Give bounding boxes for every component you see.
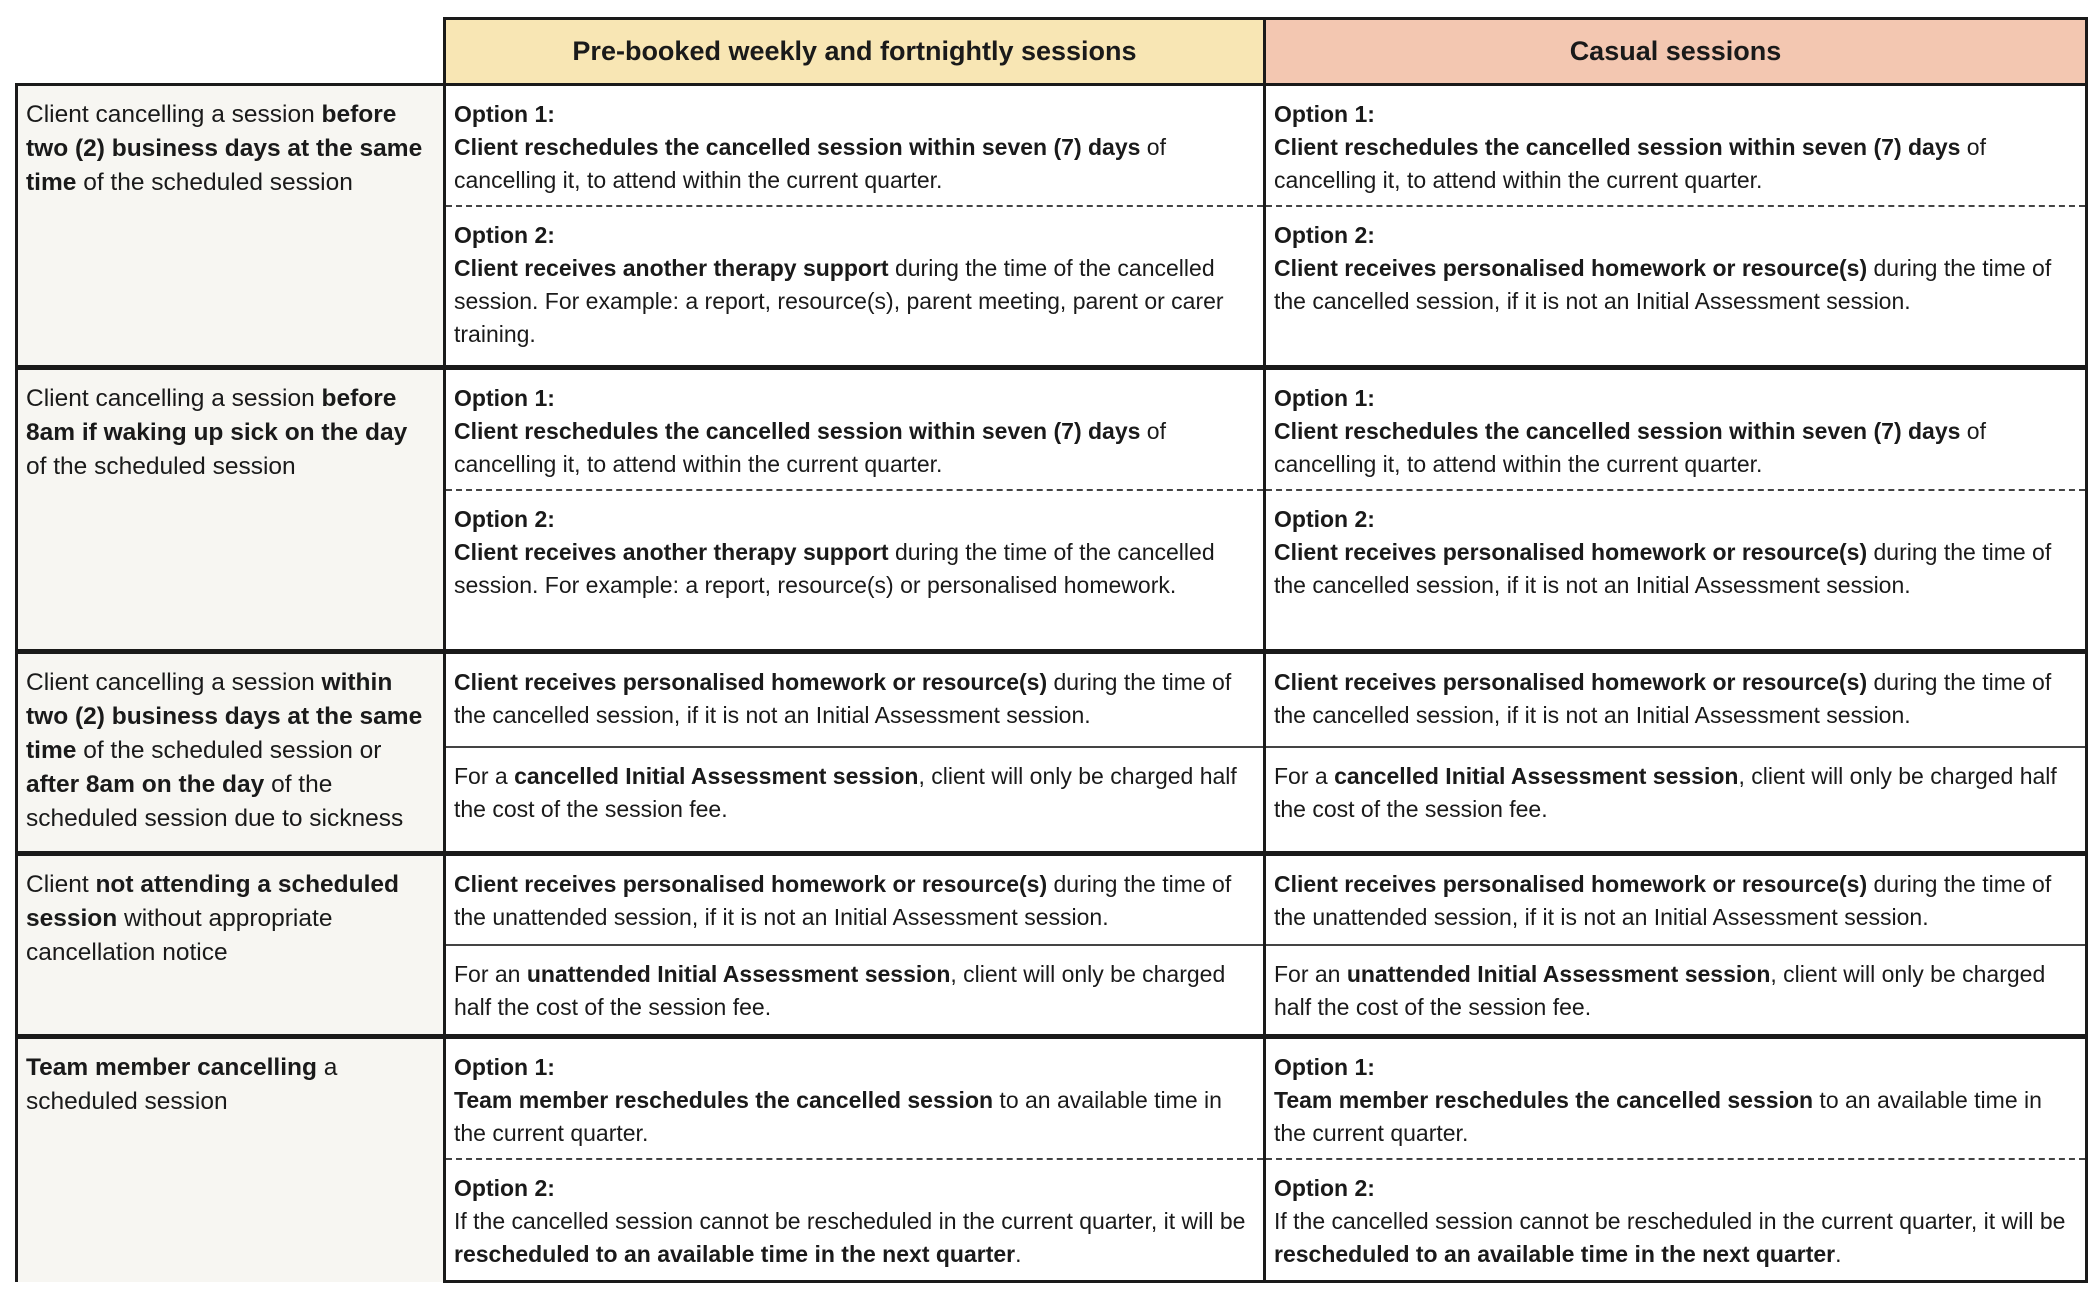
header-prebooked: Pre-booked weekly and fortnightly sessions (445, 19, 1265, 85)
scenario-cell: Client cancelling a session before two (2) business days at the same time of the scheduled session (17, 85, 445, 368)
prebooked-option-2: Option 2: Client receives another therapy support during the time of the cancelled session. For example: a report, resource(s) or personalised homework. (445, 490, 1265, 652)
policy-table-wrapper (15, 17, 2088, 1283)
table-row (17, 1037, 2087, 1160)
casual-outcome: Client receives personalised homework or resource(s) during the time of the unattended session, if it is not an Initial Assessment session. (1265, 854, 2087, 946)
header-blank-cell (17, 19, 445, 85)
header-row (17, 19, 2087, 85)
casual-initial-assessment-note: For a cancelled Initial Assessment session, client will only be charged half the cost of the session fee. (1265, 747, 2087, 854)
casual-option-2: Option 2: If the cancelled session cannot be rescheduled in the current quarter, it will be rescheduled to an available time in the next quarter. (1265, 1159, 2087, 1282)
casual-initial-assessment-note: For an unattended Initial Assessment session, client will only be charged half the cost of the session fee. (1265, 945, 2087, 1037)
table-row (17, 652, 2087, 748)
prebooked-option-1: Option 1: Client reschedules the cancelled session within seven (7) days of cancelling it, to attend within the current quarter. (445, 85, 1265, 207)
scenario-cell: Client cancelling a session before 8am if waking up sick on the day of the scheduled session (17, 368, 445, 652)
casual-option-2: Option 2: Client receives personalised homework or resource(s) during the time of the cancelled session, if it is not an Initial Assessment session. (1265, 206, 2087, 368)
header-casual: Casual sessions (1265, 19, 2087, 85)
prebooked-option-1: Option 1: Client reschedules the cancelled session within seven (7) days of cancelling it, to attend within the current quarter. (445, 368, 1265, 491)
casual-option-2: Option 2: Client receives personalised homework or resource(s) during the time of the cancelled session, if it is not an Initial Assessment session. (1265, 490, 2087, 652)
table-row (17, 368, 2087, 491)
casual-outcome: Client receives personalised homework or resource(s) during the time of the cancelled session, if it is not an Initial Assessment session. (1265, 652, 2087, 748)
cancellation-policy-table (15, 17, 2088, 1283)
scenario-cell: Client not attending a scheduled session without appropriate cancellation notice (17, 854, 445, 1037)
scenario-cell: Client cancelling a session within two (2) business days at the same time of the scheduled session or after 8am on the day of the scheduled session due to sickness (17, 652, 445, 854)
prebooked-option-2: Option 2: If the cancelled session cannot be rescheduled in the current quarter, it will be rescheduled to an available time in the next quarter. (445, 1159, 1265, 1282)
prebooked-option-2: Option 2: Client receives another therapy support during the time of the cancelled session. For example: a report, resource(s), parent meeting, parent or carer training. (445, 206, 1265, 368)
casual-option-1: Option 1: Client reschedules the cancelled session within seven (7) days of cancelling it, to attend within the current quarter. (1265, 85, 2087, 207)
prebooked-option-1: Option 1: Team member reschedules the cancelled session to an available time in the current quarter. (445, 1037, 1265, 1160)
casual-option-1: Option 1: Client reschedules the cancelled session within seven (7) days of cancelling it, to attend within the current quarter. (1265, 368, 2087, 491)
prebooked-outcome: Client receives personalised homework or resource(s) during the time of the unattended session, if it is not an Initial Assessment session. (445, 854, 1265, 946)
scenario-cell: Team member cancelling a scheduled session (17, 1037, 445, 1282)
prebooked-initial-assessment-note: For an unattended Initial Assessment session, client will only be charged half the cost of the session fee. (445, 945, 1265, 1037)
table-row (17, 854, 2087, 946)
prebooked-outcome: Client receives personalised homework or resource(s) during the time of the cancelled session, if it is not an Initial Assessment session. (445, 652, 1265, 748)
table-row (17, 85, 2087, 207)
prebooked-initial-assessment-note: For a cancelled Initial Assessment session, client will only be charged half the cost of the session fee. (445, 747, 1265, 854)
casual-option-1: Option 1: Team member reschedules the cancelled session to an available time in the current quarter. (1265, 1037, 2087, 1160)
